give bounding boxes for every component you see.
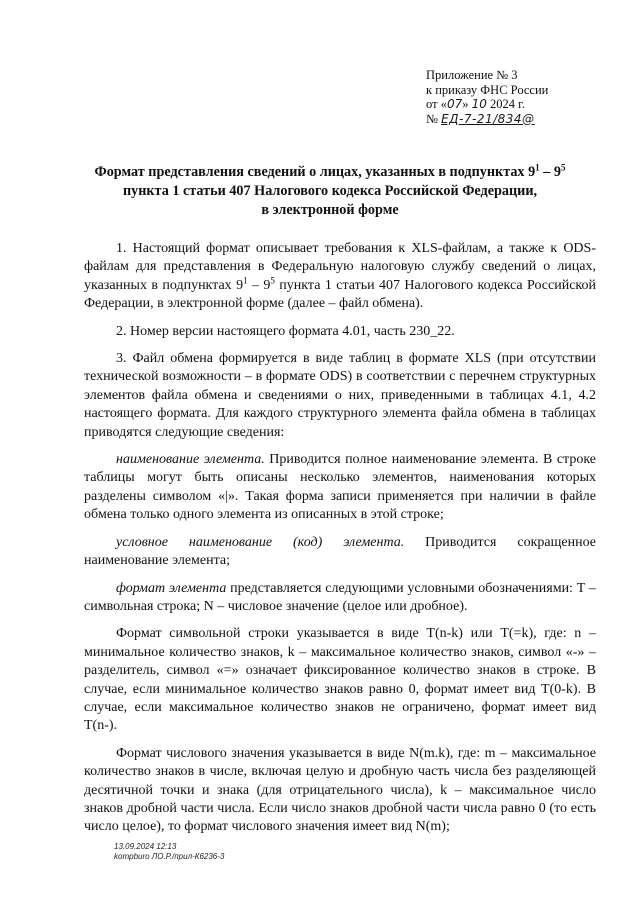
paragraph-element-format: формат элемента представляется следующими условными обозначениями: Т – символьная строка; N – числовое значение (целое или дробное).: [84, 580, 596, 614]
paragraph-2: 2. Номер версии настоящего формата 4.01, часть 230_22.: [116, 323, 455, 339]
document-footer: [114, 842, 224, 861]
document-title: [60, 163, 600, 220]
appendix-header: [426, 68, 548, 126]
footer-file-reference: kompburo ЛО.Р./прил-К6236-3: [114, 851, 225, 861]
paragraph-number-format: Формат числового значения указывается в виде N(m.k), где: m – максимальное количество знаков в числе, включая целую и дробную часть числа без разделяющей десятичной точки и знака (для отрицательного числа), k – максимальное число знаков дробной части числа. Если число знаков дробной части числа равно 0 (то есть число целое), то формат числового значения имеет вид N(m);: [84, 745, 596, 835]
paragraph-1: 1. Настоящий формат описывает требования к XLS-файлам, а также к ODS-файлам для представления в Федеральную налоговую службу сведений о лицах, указанных в подпунктах $9^1 - 9^5$ пункта 1 статьи 407 Налогового кодекса Российской Федерации, в электронной форме (далее – файл обмена).: [84, 241, 597, 312]
title-line-1: Формат представления сведений о лицах, указанных в подпунктах $9^1 - 9^5$: [94, 162, 566, 180]
title-line-3: в электронной форме: [261, 202, 399, 218]
appendix-number: Приложение № 3: [426, 68, 518, 82]
order-reference: к приказу ФНС России: [426, 82, 549, 97]
paragraph-element-code: условное наименование (код) элемента. Приводится сокращенное наименование элемента;: [84, 534, 596, 569]
document-body: [84, 240, 596, 846]
paragraph-element-name: наименование элемента. Приводится полное наименование элемента. В строке таблицы могут быть описаны несколько элементов, наименования которых разделены символом «|». Такая форма записи применяется при наличии в файле обмена только одного элемента из описанных в этой строке;: [84, 452, 596, 523]
order-date: от «07» 10 2024 г.: [426, 97, 525, 111]
footer-timestamp: 13.09.2024 12:13: [114, 842, 177, 851]
handwritten-month: 10: [471, 97, 487, 111]
paragraph-string-format: Формат символьной строки указывается в виде Т(n-k) или T(=k), где: n – минимальное количество знаков, k – максимальное количество знаков, символ «-» – разделитель, символ «=» означает фиксированное количество знаков в строке. В случае, если минимальное количество знаков равно 0, формат имеет вид Т(0-k). В случае, если максимальное количество знаков не ограничено, формат имеет вид Т(n-).: [84, 626, 596, 734]
title-line-2: пункта 1 статьи 407 Налогового кодекса Российской Федерации,: [122, 183, 538, 199]
handwritten-day: 07: [446, 97, 463, 111]
order-number: № ЕД-7-21/834@: [426, 111, 535, 126]
handwritten-order-number: ЕД-7-21/834@: [441, 111, 535, 126]
paragraph-3: 3. Файл обмена формируется в виде таблиц в формате XLS (при отсутствии технической возможности – в формате ODS) в соответствии с перечнем структурных элементов файла обмена и сведениями о них, приведенными в таблицах 4.1, 4.2 настоящего формата. Для каждого структурного элемента файла обмена в таблицах приводятся следующие сведения:: [84, 351, 596, 440]
